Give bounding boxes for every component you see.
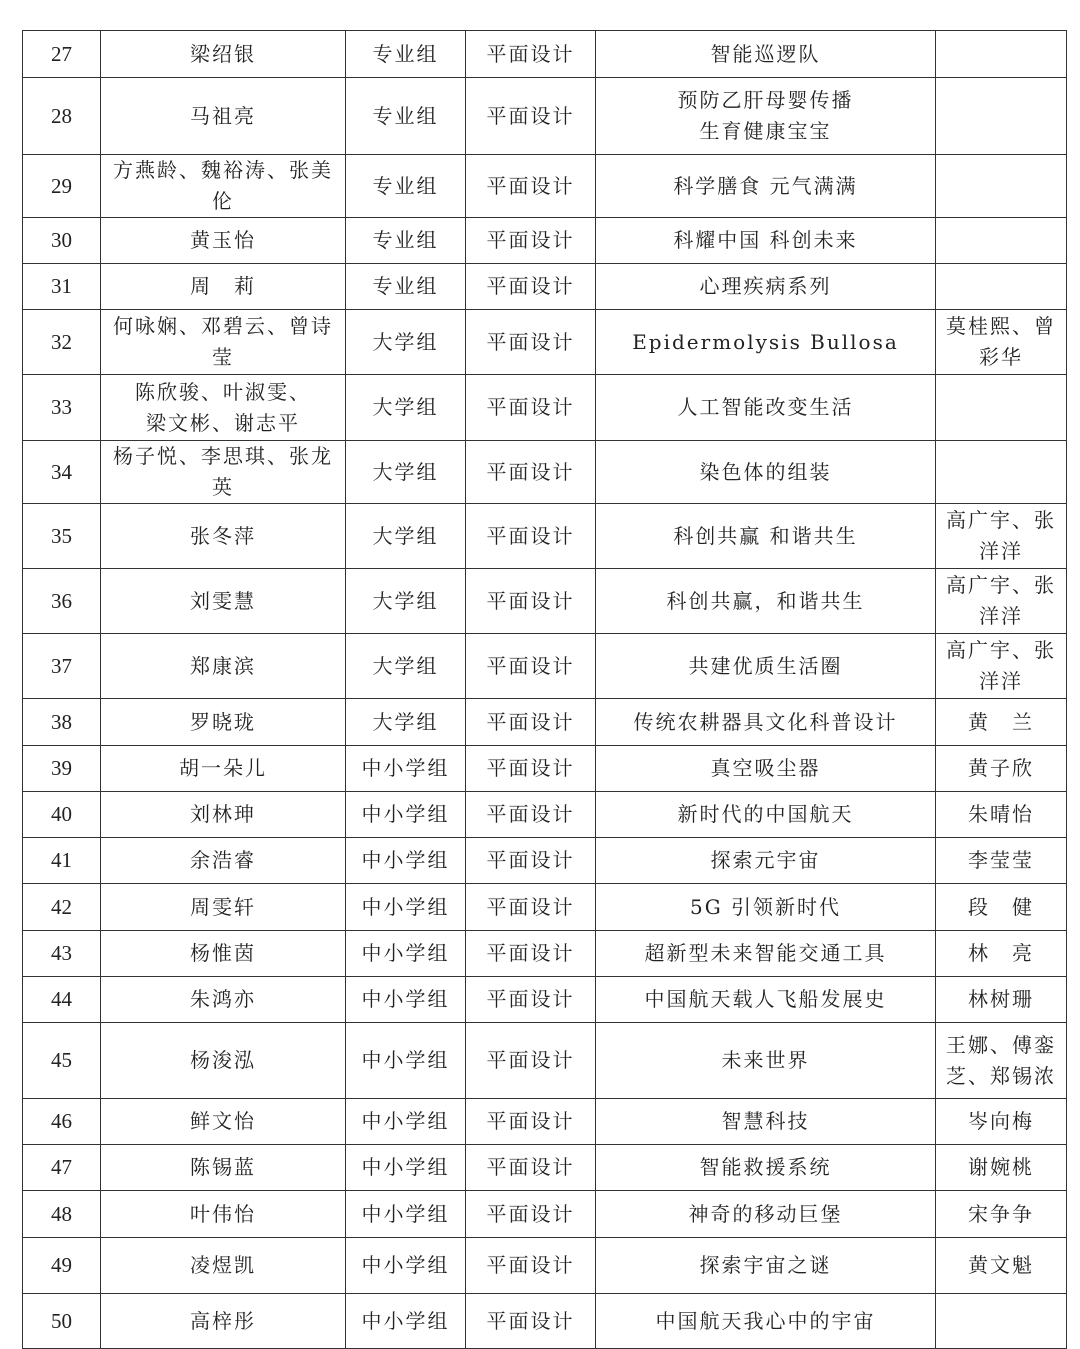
mentor-cell-line: 高广宇、张: [946, 638, 1056, 662]
group-cell: 大学组: [346, 634, 466, 699]
title-cell-line: 人工智能改变生活: [677, 395, 854, 419]
author-cell: [101, 441, 346, 504]
title-cell-line: 预防乙肝母婴传播: [677, 88, 854, 112]
author-cell-line: 杨子悦、李思琪、张龙英: [113, 444, 333, 499]
mentor-cell-line: 高广宇、张: [946, 508, 1056, 532]
title-cell: [596, 931, 936, 977]
category-cell: 平面设计: [466, 375, 596, 441]
author-cell-line: 梁绍银: [190, 41, 256, 66]
group-cell: 中小学组: [346, 746, 466, 792]
category-cell: 平面设计: [466, 504, 596, 569]
group-cell: 大学组: [346, 375, 466, 441]
title-cell-line: 探索元宇宙: [710, 848, 821, 872]
title-cell: [596, 504, 936, 569]
title-cell-line: 科耀中国 科创未来: [673, 228, 858, 252]
author-cell: [101, 569, 346, 634]
title-cell: [596, 977, 936, 1023]
row-number: 46: [23, 1099, 101, 1145]
title-cell-line: Epidermolysis Bullosa: [632, 329, 899, 354]
group-cell: 中小学组: [346, 1294, 466, 1349]
table-row: [23, 699, 1067, 746]
group-cell: 专业组: [346, 218, 466, 264]
mentor-cell: [936, 1099, 1067, 1145]
title-cell-line: 共建优质生活圈: [688, 653, 843, 678]
row-number: 28: [23, 78, 101, 155]
author-cell: [101, 838, 346, 884]
table-row: [23, 1294, 1067, 1349]
row-number: 34: [23, 441, 101, 504]
row-number: 33: [23, 375, 101, 441]
mentor-cell-line: 彩华: [979, 345, 1023, 369]
row-number: 39: [23, 746, 101, 792]
table-row: [23, 375, 1067, 441]
category-cell: 平面设计: [466, 1023, 596, 1099]
mentor-cell-line: 宋争争: [968, 1201, 1034, 1226]
title-cell-line: 科学膳食 元气满满: [673, 173, 858, 198]
mentor-cell-line: 洋洋: [979, 539, 1023, 563]
table-row: [23, 931, 1067, 977]
group-cell: 中小学组: [346, 1099, 466, 1145]
row-number: 36: [23, 569, 101, 634]
mentor-cell: [936, 977, 1067, 1023]
mentor-cell-line: 朱晴怡: [968, 802, 1034, 826]
mentor-cell-line: 王娜、傅銮: [946, 1032, 1056, 1057]
mentor-cell: [936, 1023, 1067, 1099]
category-cell: 平面设计: [466, 78, 596, 155]
title-cell: [596, 218, 936, 264]
category-cell: 平面设计: [466, 838, 596, 884]
mentor-cell-line: 林 亮: [968, 941, 1034, 965]
table-row: [23, 838, 1067, 884]
title-cell: [596, 746, 936, 792]
group-cell: 大学组: [346, 699, 466, 746]
author-cell-line: 叶伟怡: [190, 1201, 256, 1226]
mentor-cell: [936, 264, 1067, 310]
group-cell: 专业组: [346, 155, 466, 218]
author-cell-line: 余浩睿: [190, 848, 256, 872]
table-row: [23, 569, 1067, 634]
row-number: 48: [23, 1191, 101, 1238]
author-cell: [101, 31, 346, 78]
table-row: [23, 746, 1067, 792]
row-number: 45: [23, 1023, 101, 1099]
group-cell: 专业组: [346, 78, 466, 155]
author-cell-line: 朱鸿亦: [190, 987, 256, 1011]
author-cell-line: 刘林珅: [190, 802, 256, 826]
title-cell-line: 神奇的移动巨堡: [688, 1201, 843, 1226]
author-cell-line: 杨浚泓: [190, 1048, 256, 1072]
category-cell: 平面设计: [466, 1099, 596, 1145]
mentor-cell-line: 莫桂熙、曾: [946, 314, 1056, 338]
author-cell-line: 胡一朵儿: [179, 756, 267, 780]
author-cell: [101, 264, 346, 310]
author-cell-line: 黄玉怡: [190, 228, 256, 252]
title-cell-line: 染色体的组装: [699, 459, 832, 484]
row-number: 32: [23, 310, 101, 375]
title-cell: [596, 78, 936, 155]
group-cell: 中小学组: [346, 884, 466, 931]
table-row: [23, 634, 1067, 699]
table-row: [23, 155, 1067, 218]
title-cell: [596, 1191, 936, 1238]
title-cell: [596, 1023, 936, 1099]
row-number: 35: [23, 504, 101, 569]
mentor-cell-line: 洋洋: [979, 604, 1023, 628]
mentor-cell: [936, 792, 1067, 838]
author-cell-line: 凌煜凯: [190, 1253, 256, 1277]
author-cell: [101, 884, 346, 931]
title-cell: [596, 569, 936, 634]
author-cell-line: 刘雯慧: [190, 588, 256, 613]
row-number: 37: [23, 634, 101, 699]
author-cell-line: 周雯轩: [190, 894, 256, 919]
row-number: 40: [23, 792, 101, 838]
author-cell: [101, 977, 346, 1023]
mentor-cell: [936, 441, 1067, 504]
author-cell-line: 梁文彬、谢志平: [146, 410, 300, 435]
mentor-cell: [936, 218, 1067, 264]
title-cell: [596, 1294, 936, 1349]
mentor-cell: [936, 504, 1067, 569]
group-cell: 中小学组: [346, 838, 466, 884]
category-cell: 平面设计: [466, 1191, 596, 1238]
title-cell: [596, 155, 936, 218]
mentor-cell-line: 黄 兰: [968, 709, 1034, 734]
title-cell: [596, 634, 936, 699]
table-row: [23, 1191, 1067, 1238]
table-row: [23, 1145, 1067, 1191]
table-row: [23, 1099, 1067, 1145]
author-cell: [101, 1191, 346, 1238]
author-cell-line: 张冬萍: [190, 523, 256, 548]
group-cell: 专业组: [346, 264, 466, 310]
table-row: [23, 792, 1067, 838]
mentor-cell-line: 黄子欣: [968, 756, 1034, 780]
title-cell: [596, 884, 936, 931]
group-cell: 中小学组: [346, 792, 466, 838]
author-cell-line: 鲜文怡: [190, 1109, 256, 1133]
mentor-cell-line: 洋洋: [979, 669, 1023, 693]
mentor-cell-line: 高广宇、张: [946, 573, 1056, 597]
category-cell: 平面设计: [466, 310, 596, 375]
author-cell: [101, 1099, 346, 1145]
title-cell: [596, 838, 936, 884]
category-cell: 平面设计: [466, 977, 596, 1023]
category-cell: 平面设计: [466, 792, 596, 838]
table-row: [23, 310, 1067, 375]
row-number: 30: [23, 218, 101, 264]
title-cell: [596, 31, 936, 78]
mentor-cell: [936, 634, 1067, 699]
mentor-cell: [936, 931, 1067, 977]
title-cell-line: 新时代的中国航天: [677, 802, 854, 826]
table-body: [23, 31, 1067, 1349]
table-row: [23, 977, 1067, 1023]
author-cell-line: 杨惟茵: [190, 941, 256, 965]
title-cell: [596, 699, 936, 746]
mentor-cell-line: 林树珊: [968, 987, 1034, 1011]
mentor-cell: [936, 375, 1067, 441]
author-cell: [101, 699, 346, 746]
category-cell: 平面设计: [466, 699, 596, 746]
category-cell: 平面设计: [466, 569, 596, 634]
author-cell: [101, 1145, 346, 1191]
author-cell-line: 高梓彤: [190, 1308, 256, 1333]
row-number: 47: [23, 1145, 101, 1191]
table-row: [23, 884, 1067, 931]
row-number: 38: [23, 699, 101, 746]
table-row: [23, 1023, 1067, 1099]
title-cell: [596, 375, 936, 441]
category-cell: 平面设计: [466, 884, 596, 931]
author-cell-line: 周 莉: [190, 274, 256, 298]
table-row: [23, 264, 1067, 310]
category-cell: 平面设计: [466, 1238, 596, 1294]
category-cell: 平面设计: [466, 155, 596, 218]
title-cell-line: 中国航天我心中的宇宙: [655, 1308, 876, 1333]
category-cell: 平面设计: [466, 634, 596, 699]
title-cell-line: 超新型未来智能交通工具: [644, 941, 887, 965]
group-cell: 中小学组: [346, 977, 466, 1023]
category-cell: 平面设计: [466, 931, 596, 977]
table-row: [23, 441, 1067, 504]
row-number: 49: [23, 1238, 101, 1294]
group-cell: 中小学组: [346, 1191, 466, 1238]
group-cell: 中小学组: [346, 931, 466, 977]
author-cell: [101, 1294, 346, 1349]
table-row: [23, 504, 1067, 569]
category-cell: 平面设计: [466, 1145, 596, 1191]
author-cell: [101, 310, 346, 375]
category-cell: 平面设计: [466, 264, 596, 310]
row-number: 43: [23, 931, 101, 977]
mentor-cell: [936, 884, 1067, 931]
title-cell-line: 生育健康宝宝: [699, 119, 832, 143]
row-number: 50: [23, 1294, 101, 1349]
author-cell: [101, 746, 346, 792]
mentor-cell: [936, 699, 1067, 746]
row-number: 31: [23, 264, 101, 310]
group-cell: 中小学组: [346, 1145, 466, 1191]
mentor-cell: [936, 1191, 1067, 1238]
title-cell: [596, 441, 936, 504]
mentor-cell: [936, 838, 1067, 884]
title-cell: [596, 792, 936, 838]
mentor-cell: [936, 31, 1067, 78]
author-cell-line: 郑康滨: [190, 653, 256, 678]
group-cell: 大学组: [346, 310, 466, 375]
mentor-cell: [936, 1294, 1067, 1349]
category-cell: 平面设计: [466, 1294, 596, 1349]
row-number: 29: [23, 155, 101, 218]
row-number: 41: [23, 838, 101, 884]
title-cell-line: 未来世界: [721, 1048, 810, 1072]
mentor-cell-line: 芝、郑锡浓: [946, 1063, 1056, 1088]
author-cell-line: 马祖亮: [190, 103, 256, 128]
title-cell: [596, 1145, 936, 1191]
mentor-cell: [936, 78, 1067, 155]
author-cell: [101, 931, 346, 977]
category-cell: 平面设计: [466, 218, 596, 264]
group-cell: 大学组: [346, 569, 466, 634]
category-cell: 平面设计: [466, 31, 596, 78]
title-cell-line: 真空吸尘器: [710, 756, 821, 780]
author-cell-line: 罗晓珑: [190, 709, 256, 734]
table-row: [23, 78, 1067, 155]
author-cell: [101, 792, 346, 838]
author-cell: [101, 78, 346, 155]
title-cell: [596, 1099, 936, 1145]
results-table-sheet: [22, 30, 1066, 1349]
author-cell-line: 陈欣骏、叶淑雯、: [135, 379, 311, 404]
author-cell: [101, 218, 346, 264]
group-cell: 大学组: [346, 441, 466, 504]
mentor-cell: [936, 310, 1067, 375]
title-cell-line: 智能巡逻队: [710, 41, 821, 66]
author-cell: [101, 634, 346, 699]
title-cell-line: 心理疾病系列: [699, 274, 832, 298]
award-list-table: [22, 30, 1067, 1349]
mentor-cell-line: 李莹莹: [968, 848, 1034, 872]
row-number: 42: [23, 884, 101, 931]
author-cell: [101, 504, 346, 569]
category-cell: 平面设计: [466, 746, 596, 792]
group-cell: 大学组: [346, 504, 466, 569]
mentor-cell: [936, 569, 1067, 634]
title-cell-line: 智慧科技: [721, 1109, 810, 1133]
mentor-cell: [936, 746, 1067, 792]
title-cell-line: 传统农耕器具文化科普设计: [633, 709, 898, 734]
author-cell: [101, 375, 346, 441]
table-row: [23, 1238, 1067, 1294]
table-row: [23, 31, 1067, 78]
mentor-cell: [936, 155, 1067, 218]
author-cell-line: 方燕龄、魏裕涛、张美伦: [113, 158, 333, 213]
author-cell: [101, 1023, 346, 1099]
title-cell: [596, 264, 936, 310]
title-cell-line: 科创共赢 和谐共生: [673, 523, 858, 548]
group-cell: 中小学组: [346, 1023, 466, 1099]
row-number: 44: [23, 977, 101, 1023]
title-cell-line: 探索宇宙之谜: [699, 1253, 832, 1277]
author-cell-line: 陈锡蓝: [190, 1155, 256, 1179]
mentor-cell-line: 岑向梅: [968, 1109, 1034, 1133]
mentor-cell-line: 段 健: [968, 894, 1034, 919]
author-cell: [101, 1238, 346, 1294]
title-cell-line: 智能救援系统: [699, 1155, 832, 1179]
group-cell: 专业组: [346, 31, 466, 78]
author-cell: [101, 155, 346, 218]
row-number: 27: [23, 31, 101, 78]
mentor-cell: [936, 1238, 1067, 1294]
title-cell-line: 科创共赢，和谐共生: [666, 588, 865, 613]
group-cell: 中小学组: [346, 1238, 466, 1294]
table-row: [23, 218, 1067, 264]
title-cell-line: 5G 引领新时代: [689, 894, 842, 919]
title-cell: [596, 310, 936, 375]
category-cell: 平面设计: [466, 441, 596, 504]
mentor-cell-line: 黄文魁: [968, 1253, 1034, 1277]
title-cell-line: 中国航天载人飞船发展史: [644, 987, 887, 1011]
mentor-cell-line: 谢婉桃: [968, 1155, 1034, 1179]
title-cell: [596, 1238, 936, 1294]
author-cell-line: 何咏娴、邓碧云、曾诗莹: [113, 314, 333, 369]
mentor-cell: [936, 1145, 1067, 1191]
